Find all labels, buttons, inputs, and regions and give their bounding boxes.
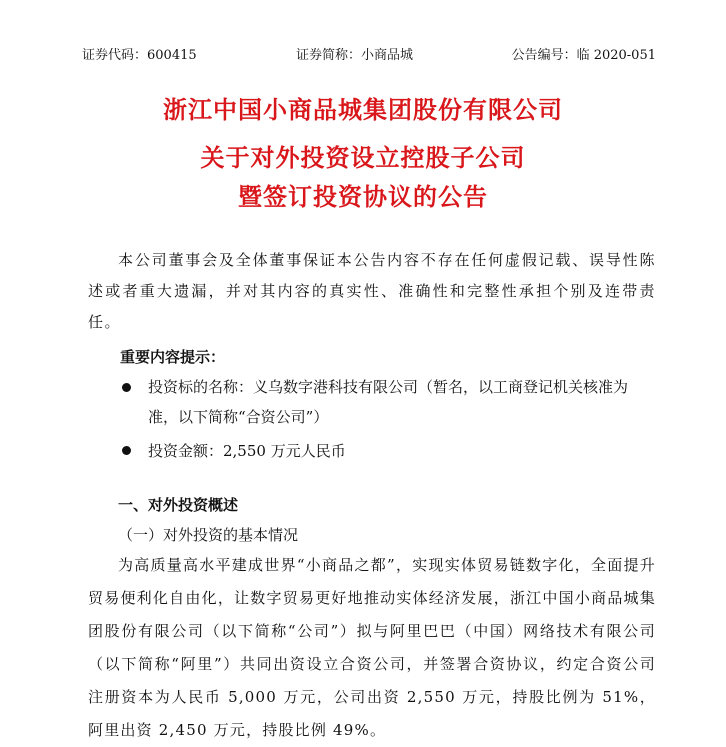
stock-code: 证券代码：600415	[82, 48, 197, 63]
title-subject-continued: 暨签订投资协议的公告	[238, 182, 488, 211]
section-heading-investment-overview: 一、对外投资概述	[118, 496, 239, 514]
section-body-paragraph: 为高质量高水平建成世界“小商品之都”，实现实体贸易链数字化，全面提升贸易便利化自由化，让数字贸易更好地推动实体经济发展，浙江中国小商品城集团股份有限公司（以下简称“公司”）拟与阿里巴巴（中国）网络技术有限公司（以下简称“阿里”）共同出资设立合资公司，并签署合资协议，约定合资公司注册资本为人民币 5,000 万元，公司出资 2,550 万元，持股比例为 51%，阿里出资 2,450 万元，持股比例 49%。	[88, 556, 656, 739]
key-points-title: 重要内容提示：	[120, 348, 226, 366]
subsection-heading-basic-info: （一）对外投资的基本情况	[118, 526, 299, 544]
title-subject: 关于对外投资设立控股子公司	[200, 143, 526, 172]
key-point-investment-target: 投资标的名称：义乌数字港科技有限公司（暂名，以工商登记机关核准为准，以下简称“合资公司”）	[148, 378, 629, 426]
announcement-number: 公告编号：临 2020-051	[511, 48, 656, 63]
title-company: 浙江中国小商品城集团股份有限公司	[163, 95, 563, 124]
bullet-dot-icon	[122, 383, 131, 392]
stock-abbreviation: 证券简称：小商品城	[296, 48, 414, 63]
key-point-investment-amount: 投资金额：2,550 万元人民币	[148, 442, 346, 460]
disclaimer-paragraph: 本公司董事会及全体董事保证本公告内容不存在任何虚假记载、误导性陈述或者重大遗漏，并对其内容的真实性、准确性和完整性承担个别及连带责任。	[88, 251, 656, 331]
document-header	[82, 44, 656, 70]
bullet-dot-icon	[122, 446, 131, 455]
